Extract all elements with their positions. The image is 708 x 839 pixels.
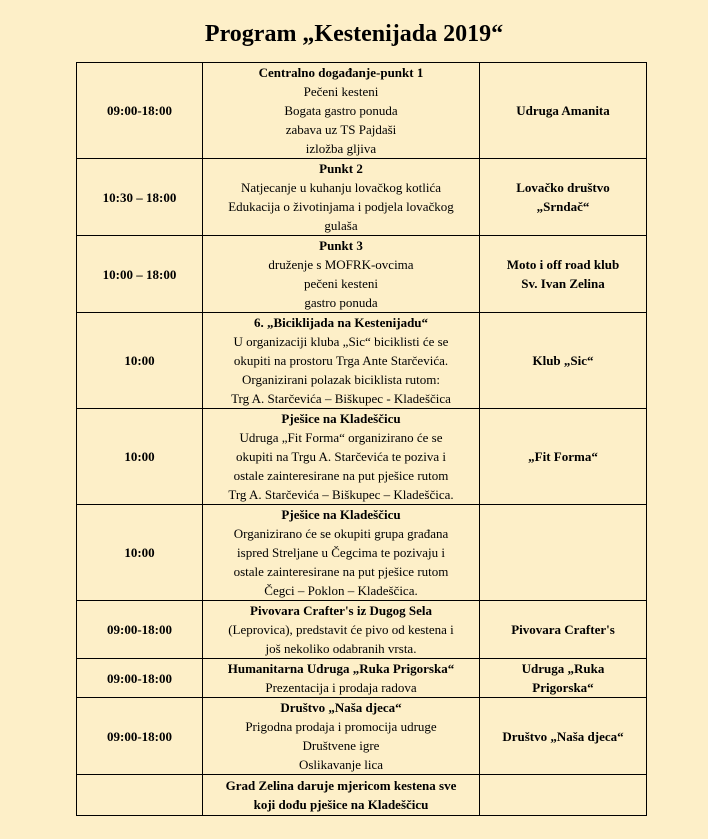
- event-description: [203, 775, 480, 816]
- event-description-line: Natjecanje u kuhanju lovačkog kotlića: [241, 180, 441, 195]
- program-row: [77, 313, 647, 409]
- event-organizer: [480, 659, 647, 698]
- event-description-line: Prigodna prodaja i promocija udruge: [245, 719, 437, 734]
- event-description-line: koji dođu pješice na Kladeščicu: [253, 797, 429, 812]
- event-organizer: [480, 63, 647, 159]
- event-time: 09:00-18:00: [77, 63, 203, 159]
- event-heading: Grad Zelina daruje mjericom kestena sve: [225, 778, 457, 793]
- event-description-line: gulaša: [324, 218, 358, 233]
- event-description-line: Pečeni kesteni: [303, 84, 379, 99]
- program-row: [77, 601, 647, 659]
- organizer-line: Udruga „Ruka: [521, 661, 605, 676]
- organizer-line: „Fit Forma“: [528, 449, 598, 464]
- event-description: [203, 505, 480, 601]
- program-table: [76, 62, 647, 816]
- event-heading: Centralno događanje-punkt 1: [258, 65, 424, 80]
- program-row: [77, 409, 647, 505]
- event-organizer: [480, 236, 647, 313]
- program-row: [77, 63, 647, 159]
- event-description-line: Trg A. Starčevića – Biškupec - Kladeščica: [231, 391, 451, 406]
- event-description-line: okupiti na Trgu A. Starčevića te poziva i: [236, 449, 446, 464]
- organizer-line: Lovačko društvo: [516, 180, 610, 195]
- program-row: [77, 698, 647, 775]
- event-description: [203, 236, 480, 313]
- event-description-line: Prezentacija i prodaja radova: [265, 680, 417, 695]
- organizer-line: Pivovara Crafter's: [511, 622, 615, 637]
- event-description: [203, 313, 480, 409]
- event-time: 10:00: [77, 313, 203, 409]
- program-row: [77, 659, 647, 698]
- event-description-line: okupiti na prostoru Trga Ante Starčevića.: [233, 353, 449, 368]
- event-organizer: [480, 409, 647, 505]
- event-heading: 6. „Biciklijada na Kestenijadu“: [253, 315, 429, 330]
- event-description-line: Čegci – Poklon – Kladeščica.: [264, 583, 418, 598]
- event-description: [203, 659, 480, 698]
- event-description-line: još nekoliko odabranih vrsta.: [265, 641, 417, 656]
- event-description-line: Udruga „Fit Forma“ organizirano će se: [239, 430, 443, 445]
- event-description-line: Bogata gastro ponuda: [284, 103, 398, 118]
- event-description-line: ostale zainteresirane na put pješice rutom: [233, 564, 449, 579]
- event-heading: Humanitarna Udruga „Ruka Prigorska“: [227, 661, 455, 676]
- program-row: [77, 505, 647, 601]
- event-heading: Punkt 3: [319, 238, 363, 253]
- program-row: [77, 159, 647, 236]
- event-heading: Punkt 2: [319, 161, 363, 176]
- event-description: [203, 63, 480, 159]
- event-description-line: Trg A. Starčevića – Biškupec – Kladeščica.: [228, 487, 454, 502]
- event-heading: Pješice na Kladeščicu: [281, 411, 401, 426]
- event-description: [203, 601, 480, 659]
- event-description-line: Organizirano će se okupiti grupa građana: [233, 526, 449, 541]
- event-time: 10:00: [77, 505, 203, 601]
- event-description-line: gastro ponuda: [304, 295, 378, 310]
- organizer-line: Društvo „Naša djeca“: [502, 728, 624, 744]
- event-description-line: Edukacija o životinjama i podjela lovačkog: [228, 199, 454, 214]
- event-description-line: U organizaciji kluba „Sic“ biciklisti će se: [233, 334, 449, 349]
- event-organizer: [480, 159, 647, 236]
- event-description-line: zabava uz TS Pajdaši: [285, 122, 397, 137]
- program-table-body: [77, 63, 647, 816]
- event-time: 10:00 – 18:00: [77, 236, 203, 313]
- organizer-line: Udruga Amanita: [516, 103, 610, 118]
- organizer-line: Moto i off road klub: [506, 257, 620, 272]
- event-organizer: [480, 698, 647, 775]
- event-description-line: Organizirani polazak biciklista rutom:: [242, 372, 440, 387]
- event-heading: Pivovara Crafter's iz Dugog Sela: [250, 603, 432, 618]
- page-title: Program „Kestenijada 2019“: [204, 21, 504, 47]
- event-time: 09:00-18:00: [77, 601, 203, 659]
- event-description-line: Društvene igre: [302, 738, 380, 753]
- event-time: 09:00-18:00: [77, 659, 203, 698]
- event-organizer: [480, 505, 647, 601]
- event-time: 09:00-18:00: [77, 698, 203, 775]
- event-description-line: ispred Streljane u Čegcima te pozivaju i: [237, 545, 445, 560]
- event-organizer: [480, 313, 647, 409]
- event-time: 10:30 – 18:00: [77, 159, 203, 236]
- program-row: [77, 236, 647, 313]
- event-description-line: druženje s MOFRK-ovcima: [268, 257, 414, 272]
- organizer-line: „Srndač“: [536, 199, 590, 214]
- event-description: [203, 159, 480, 236]
- event-description-line: pečeni kesteni: [304, 276, 378, 291]
- event-description-line: Oslikavanje lica: [298, 757, 384, 772]
- event-heading: Pješice na Kladeščicu: [281, 507, 401, 522]
- organizer-line: Klub „Sic“: [532, 353, 594, 368]
- event-description: [203, 409, 480, 505]
- event-description-line: izložba gljiva: [305, 141, 377, 156]
- event-organizer: [480, 601, 647, 659]
- organizer-line: Prigorska“: [532, 680, 594, 695]
- event-description-line: (Leprovica), predstavit će pivo od kestena i: [228, 622, 454, 637]
- event-description: [203, 698, 480, 775]
- event-time: 10:00: [77, 409, 203, 505]
- event-heading: Društvo „Naša djeca“: [280, 700, 402, 715]
- event-organizer: [480, 775, 647, 816]
- event-description-line: ostale zainteresirane na put pješice rutom: [233, 468, 449, 483]
- program-row: [77, 775, 647, 816]
- event-time: [77, 775, 203, 816]
- organizer-line: Sv. Ivan Zelina: [521, 276, 605, 291]
